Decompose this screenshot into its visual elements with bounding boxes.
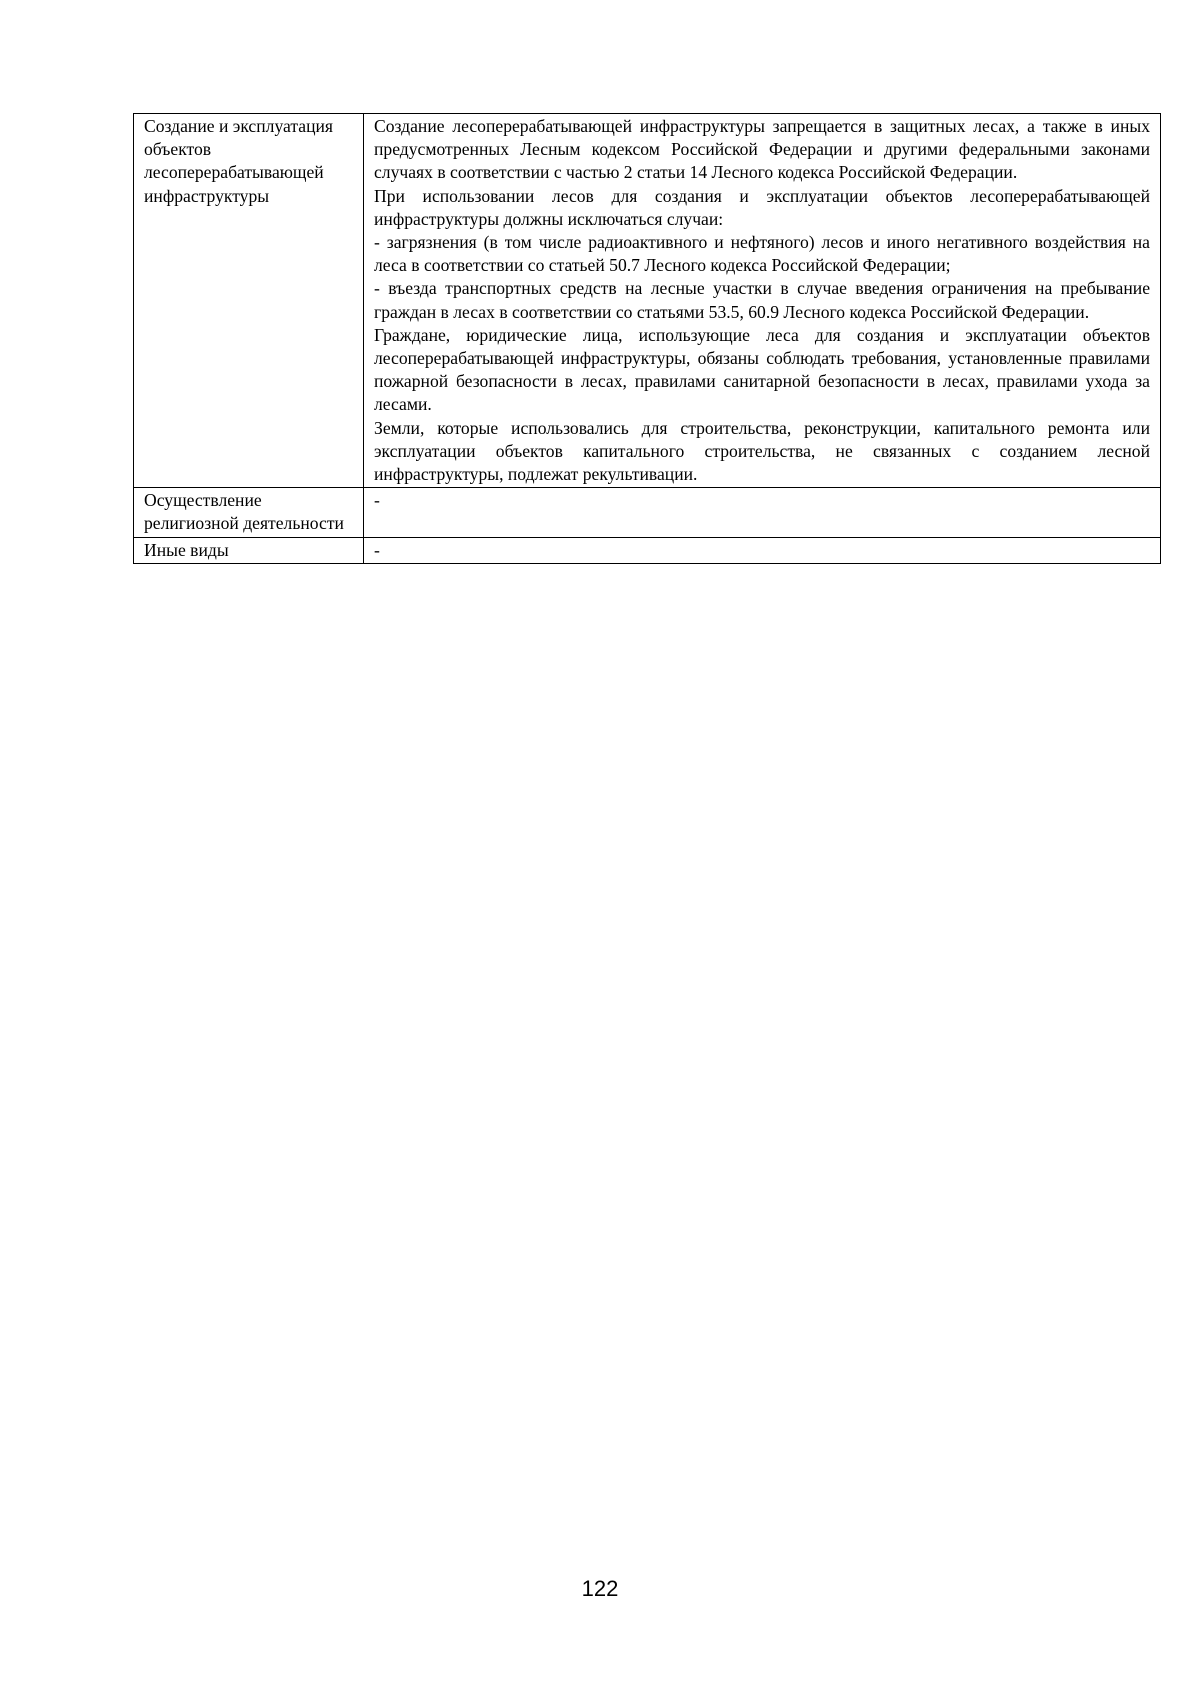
requirement-paragraph: Земли, которые использовались для строительства, реконструкции, капитального ремонта или эксплуатации объектов капитального строительства, не связанных с созданием лесной инфраструктуры, подлежат рекультивации. [374,417,1150,485]
requirements-cell [364,488,1161,537]
requirement-paragraph: Граждане, юридические лица, использующие леса для создания и эксплуатации объектов лесоперерабатывающей инфраструктуры, обязаны соблюдать требования, установленные правилами пожарной безопасности в лесах, правилами санитарной безопасности в лесах, правилами ухода за лесами. [374,324,1150,415]
use-type-cell: Создание и эксплуатация объектов лесоперерабатывающей инфраструктуры [134,114,364,488]
requirement-paragraph: - [374,539,380,560]
table-row [134,488,1161,537]
requirement-paragraph: - загрязнения (в том числе радиоактивного и нефтяного) лесов и иного негативного воздействия на леса в соответствии со статьей 50.7 Лесного кодекса Российской Федерации; [374,232,1150,276]
requirement-paragraph: Создание лесоперерабатывающей инфраструктуры запрещается в защитных лесах, а также в иных предусмотренных Лесным кодексом Российской Федерации и другими федеральными законами случаях в соответствии с частью 2 статьи 14 Лесного кодекса Российской Федерации. [374,116,1150,183]
requirement-paragraph: - въезда транспортных средств на лесные участки в случае введения ограничения на пребывание граждан в лесах в соответствии со статьями 53.5, 60.9 Лесного кодекса Российской Федерации. [374,278,1150,322]
requirement-paragraph: - [374,490,380,511]
page-number: 122 [581,1576,619,1601]
requirements-cell [364,537,1161,563]
requirement-paragraph: При использовании лесов для создания и эксплуатации объектов лесоперерабатывающей инфраструктуры должны исключаться случаи: [374,185,1150,229]
table-row [134,114,1161,488]
table-row [134,537,1161,563]
requirements-cell [364,114,1161,488]
use-type-cell: Осуществление религиозной деятельности [134,488,364,537]
forest-use-table [133,113,1161,564]
use-type-cell: Иные виды [134,537,364,563]
